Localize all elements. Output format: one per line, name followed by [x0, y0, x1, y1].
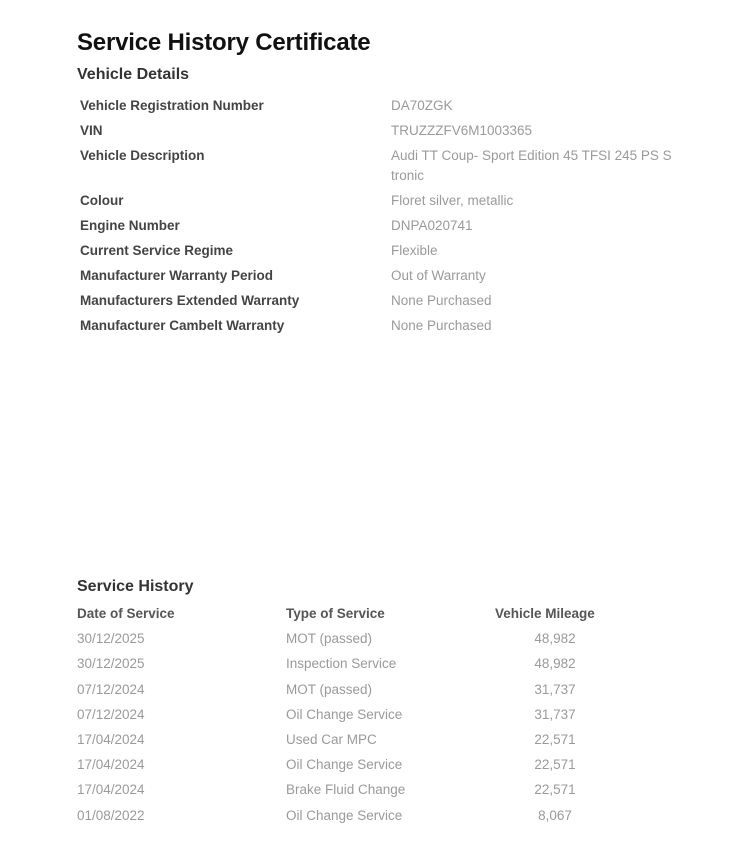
service-type: Brake Fluid Change — [286, 782, 406, 798]
table-header-row — [77, 604, 637, 629]
table-row — [77, 780, 637, 805]
table-row — [77, 654, 637, 679]
detail-value: Out of Warranty — [391, 268, 486, 283]
detail-label: Current Service Regime — [80, 243, 234, 258]
detail-row-service-regime — [80, 241, 700, 266]
service-type: MOT (passed) — [286, 631, 373, 647]
table-row — [77, 806, 637, 831]
vehicle-details-heading: Vehicle Details — [77, 66, 190, 83]
service-date: 01/08/2022 — [77, 807, 145, 823]
service-mileage: 31,737 — [534, 706, 576, 722]
detail-row-warranty-period — [80, 266, 700, 291]
detail-value: DNPA020741 — [391, 218, 473, 233]
column-header-date: Date of Service — [77, 606, 175, 621]
detail-label: VIN — [80, 123, 103, 138]
detail-label: Manufacturer Cambelt Warranty — [80, 318, 285, 333]
service-type: Oil Change Service — [286, 757, 403, 773]
detail-label: Vehicle Description — [80, 148, 205, 163]
detail-label: Vehicle Registration Number — [80, 98, 264, 113]
table-row — [77, 705, 637, 730]
detail-value: Audi TT Coup- Sport Edition 45 TFSI 245 PS S tronic — [391, 148, 672, 183]
detail-row-description — [80, 146, 700, 191]
service-mileage: 8,067 — [538, 807, 572, 823]
service-mileage: 48,982 — [534, 656, 576, 672]
service-history-heading: Service History — [77, 578, 194, 595]
detail-row-engine-number — [80, 216, 700, 241]
column-header-type: Type of Service — [286, 606, 385, 621]
service-history-table — [77, 604, 637, 831]
column-header-mileage: Vehicle Mileage — [495, 606, 595, 621]
table-row — [77, 730, 637, 755]
detail-value: TRUZZZFV6M1003365 — [391, 123, 533, 138]
table-row — [77, 680, 637, 705]
service-type: Oil Change Service — [286, 807, 403, 823]
service-date: 17/04/2024 — [77, 757, 145, 773]
detail-row-cambelt-warranty — [80, 316, 700, 341]
detail-value: DA70ZGK — [391, 98, 453, 113]
service-type: Inspection Service — [286, 656, 397, 672]
service-mileage: 31,737 — [534, 681, 576, 697]
detail-row-colour — [80, 191, 700, 216]
table-row — [77, 629, 637, 654]
detail-row-registration — [80, 96, 700, 121]
detail-label: Colour — [80, 193, 124, 208]
service-mileage: 48,982 — [534, 631, 576, 647]
detail-value: Floret silver, metallic — [391, 193, 514, 208]
detail-value: None Purchased — [391, 293, 492, 308]
service-date: 30/12/2025 — [77, 631, 145, 647]
detail-value: Flexible — [391, 243, 438, 258]
detail-label: Manufacturers Extended Warranty — [80, 293, 300, 308]
service-date: 30/12/2025 — [77, 656, 145, 672]
service-date: 07/12/2024 — [77, 681, 145, 697]
vehicle-details-table — [80, 96, 700, 341]
service-date: 17/04/2024 — [77, 782, 145, 798]
service-type: Used Car MPC — [286, 731, 377, 747]
detail-label: Engine Number — [80, 218, 180, 233]
service-mileage: 22,571 — [534, 731, 576, 747]
service-type: MOT (passed) — [286, 681, 373, 697]
table-row — [77, 755, 637, 780]
service-mileage: 22,571 — [534, 757, 576, 773]
page-title: Service History Certificate — [77, 29, 371, 56]
service-type: Oil Change Service — [286, 706, 403, 722]
detail-row-vin — [80, 121, 700, 146]
detail-row-extended-warranty — [80, 291, 700, 316]
detail-label: Manufacturer Warranty Period — [80, 268, 274, 283]
detail-value: None Purchased — [391, 318, 492, 333]
service-date: 07/12/2024 — [77, 706, 145, 722]
service-mileage: 22,571 — [534, 782, 576, 798]
service-date: 17/04/2024 — [77, 731, 145, 747]
